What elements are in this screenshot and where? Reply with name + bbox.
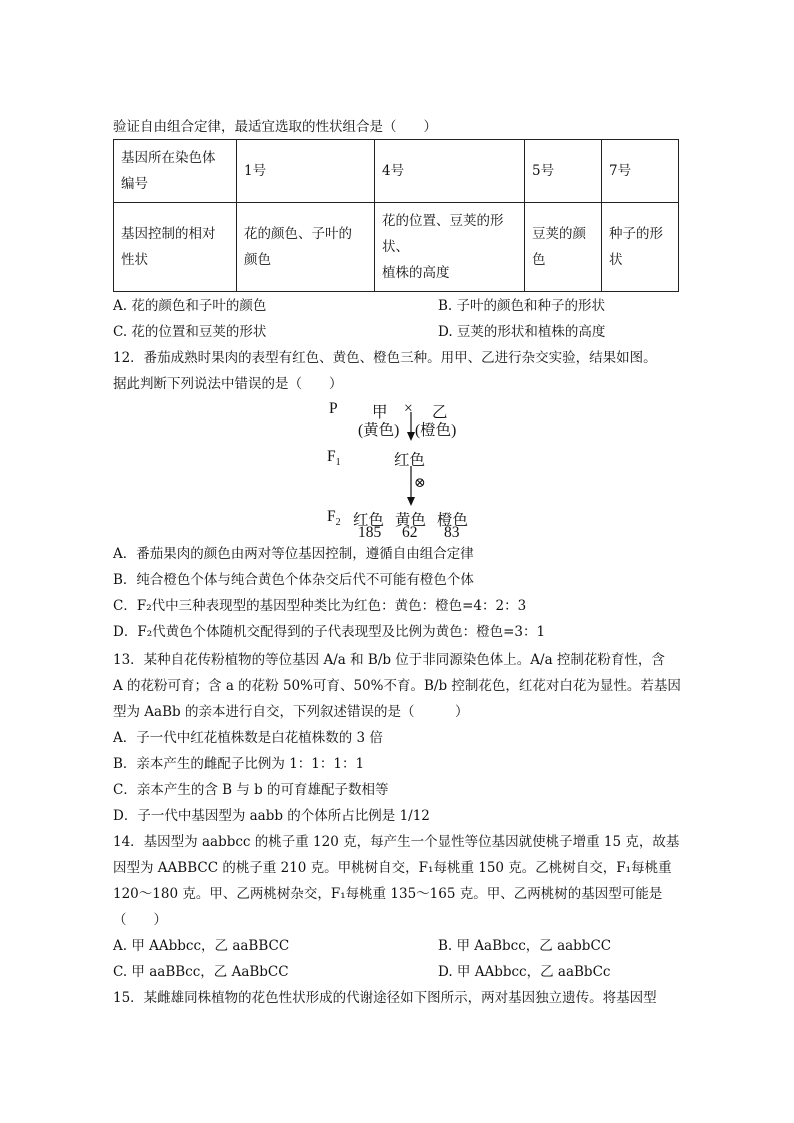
q14-option-a: A. 甲 AAbbcc，乙 aaBBCC xyxy=(113,938,290,954)
parent-generation-label: P xyxy=(329,400,338,417)
q14-stem-line-1: 14．基因型为 aabbcc 的桃子重 120 克，每产生一个显性等位基因就使桃子增重 15 克，故基 xyxy=(113,834,680,850)
q13-option-d: D．子一代中基因型为 aabb 的个体所占比例是 1/12 xyxy=(113,808,430,824)
parent-jia-color: (黄色) xyxy=(358,422,400,439)
parent-yi: 乙 xyxy=(432,404,448,421)
cross-diagram xyxy=(320,396,480,544)
parent-jia: 甲 xyxy=(372,404,388,421)
q14-option-b: B. 甲 AaBbcc，乙 aabbCC xyxy=(438,938,612,954)
f2-generation-label: $F_2$ xyxy=(327,508,341,529)
q14-stem-line-2: 因型为 AABBCC 的桃子重 210 克。甲桃树自交，F₁每桃重 150 克。乙桃树自交，F₁每桃重 xyxy=(113,860,672,876)
q11-option-a: A. 花的颜色和子叶的颜色 xyxy=(113,298,267,314)
table-cell-chromosome-4: 4号 xyxy=(375,140,525,203)
table-cell-trait-1: 花的颜色、子叶的 颜色 xyxy=(237,203,375,292)
table-cell-trait-4: 花的位置、豆荚的形 状、 植株的高度 xyxy=(375,203,525,292)
q11-stem: 验证自由组合定律，最适宜选取的性状组合是（ ） xyxy=(113,119,437,135)
q12-option-a: A．番茄果肉的颜色由两对等位基因控制，遵循自由组合定律 xyxy=(113,546,474,562)
f2-phenotype-orange: 橙色 xyxy=(437,512,469,529)
cross-symbol: × xyxy=(404,400,413,417)
q13-stem-line-2: A 的花粉可育；含 a 的花粉 50%可育、50%不育。B/b 控制花色，红花对白花为显性。若基因 xyxy=(113,678,681,694)
q12-option-c: C．F₂代中三种表现型的基因型种类比为红色：黄色：橙色=4：2：3 xyxy=(113,598,527,614)
f2-count-orange: 83 xyxy=(444,524,460,541)
q14-option-d: D. 甲 AAbbcc，乙 aaBbCc xyxy=(438,964,611,980)
selfing-icon: ⊗ xyxy=(414,476,426,491)
q15-stem-line-1: 15．某雌雄同株植物的花色性状形成的代谢途径如下图所示，两对基因独立遗传。将基因型 xyxy=(113,990,657,1006)
table-row xyxy=(114,140,679,203)
table-row xyxy=(114,203,679,292)
table-header-cell: 基因所在染色体 编号 xyxy=(114,140,237,203)
table-cell-chromosome-5: 5号 xyxy=(525,140,602,203)
q11-option-d: D. 豆荚的形状和植株的高度 xyxy=(438,324,606,340)
gene-chromosome-table xyxy=(113,139,679,292)
table-cell-trait-7: 种子的形 状 xyxy=(602,203,679,292)
table-header-cell: 基因控制的相对 性状 xyxy=(114,203,237,292)
q12-option-d: D．F₂代黄色个体随机交配得到的子代表现型及比例为黄色：橙色=3：1 xyxy=(113,624,546,640)
q13-stem-line-3: 型为 AaBb 的亲本进行自交，下列叙述错误的是（ ） xyxy=(113,704,469,720)
q14-option-c: C. 甲 aaBBcc，乙 AaBbCC xyxy=(113,964,289,980)
q14-stem-line-4: （ ） xyxy=(113,912,167,928)
q12-stem-line-2: 据此判断下列说法中错误的是（ ） xyxy=(113,376,343,392)
table-cell-chromosome-7: 7号 xyxy=(602,140,679,203)
q12-stem-line-1: 12．番茄成熟时果肉的表型有红色、黄色、橙色三种。用甲、乙进行杂交实验，结果如图。 xyxy=(113,350,657,366)
f1-generation-label: $F_1$ xyxy=(327,448,341,469)
parent-yi-color: (橙色) xyxy=(415,422,457,439)
q12-option-b: B．纯合橙色个体与纯合黄色个体杂交后代不可能有橙色个体 xyxy=(113,572,474,588)
q13-option-c: C．亲本产生的含 B 与 b 的可育雄配子数相等 xyxy=(113,782,389,798)
f2-count-red: 185 xyxy=(358,524,382,541)
q13-option-b: B．亲本产生的雌配子比例为 1：1：1：1 xyxy=(113,756,365,772)
f1-phenotype: 红色 xyxy=(394,452,426,469)
q13-stem-line-1: 13．某种自花传粉植物的等位基因 A/a 和 B/b 位于非同源染色体上。A/a 控制花粉育性，含 xyxy=(113,652,665,668)
q11-option-c: C. 花的位置和豆荚的形状 xyxy=(113,324,267,340)
table-cell-chromosome-1: 1号 xyxy=(237,140,375,203)
table-cell-trait-5: 豆荚的颜 色 xyxy=(525,203,602,292)
f2-phenotype-red: 红色 xyxy=(353,512,385,529)
f2-phenotype-yellow: 黄色 xyxy=(395,512,427,529)
f2-count-yellow: 62 xyxy=(402,524,418,541)
q11-option-b: B. 子叶的颜色和种子的形状 xyxy=(438,298,606,314)
q14-stem-line-3: 120～180 克。甲、乙两桃树杂交，F₁每桃重 135～165 克。甲、乙两桃树的基因型可能是 xyxy=(113,886,663,902)
q13-option-a: A．子一代中红花植株数是白花植株数的 3 倍 xyxy=(113,730,383,746)
